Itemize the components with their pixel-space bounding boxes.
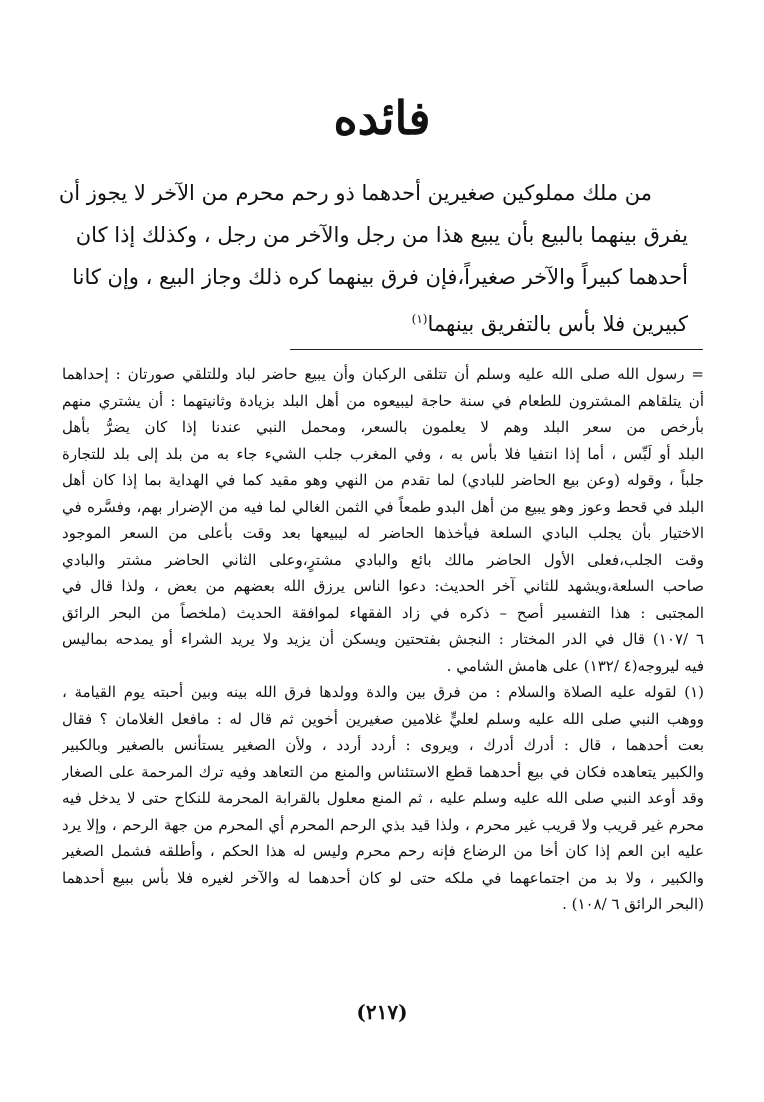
footnote-line: محرم غير قريب ولا قريب غير محرم ، ولذا قيد بذي الرحم المحرم أي المحرم من جهة الرحم ، وإلا يرد [62, 815, 704, 834]
footnote-line: المجتبى : هذا التفسير أصح – ذكره في زاد الفقهاء لموافقة الحديث (ملخصاً من البحر الرائق [62, 603, 704, 622]
footnote-marker: (١) [411, 312, 428, 326]
footnote-line: فيه ليروجه(٤ /١٣٢) على هامش الشامي . [446, 656, 704, 675]
main-line: أحدهما كبيراً والآخر صغيراً،فإن فرق بينهما كره ذلك وجاز البيع ، وإن كانا [72, 265, 688, 289]
footnote-line: = رسول الله صلى الله عليه وسلم أن تتلقى الركبان وأن يبيع حاضر لباد وللتلقي صورتان : إحداهما [62, 365, 704, 383]
footnote-line: صاحب السلعة،ويشهد للثاني آخر الحديث: دعوا الناس يرزق الله بعضهم من بعض ، ولذا قال في [62, 577, 704, 595]
footnote-line: بعت أحدهما ، قال : أدرك أدرك ، ويروى : أردد أردد ، ولأن الصغير يستأنس بالصغير وبالكبير [62, 736, 704, 754]
footnote-line: الاختيار بأن يجلب البادي السلعة فيأخذها الحاضر له ليبيعها بعد وقت بأعلى من السعر الموجود [62, 524, 704, 542]
page-heading: فائده [333, 91, 431, 145]
footnote-separator [290, 349, 703, 350]
main-line-last [98, 298, 688, 345]
footnote-line: ووهب النبي صلى الله عليه وسلم لعليٍّ غلامين صغيرين أخوين ثم قال له : مافعل الغلامان ؟ فقال [62, 709, 704, 728]
footnote-line: ٦ /١٠٧) قال في الدر المختار : النجش بفتحتين ويسكن أن يزيد ولا يريد الشراء أو يمدحه بماليس [62, 630, 704, 648]
footnote-line: والكبير ، ولا بد من اجتماعهما في ملكه حتى لو كان أحدهما له والآخر لغيره فلا بأس ببيع أحدهما [62, 868, 704, 887]
main-line: يفرق بينهما بالبيع بأن يبيع هذا من رجل والآخر من رجل ، وكذلك إذا كان [75, 223, 688, 247]
footnote-line: وقت الجلب،فعلى الأول الحاضر مالك بائع والبادي مشترٍ،وعلى الثاني الحاضر مشتر والبادي [62, 550, 704, 569]
footnote-line: البلد أو لَبِّس ، أما إذا انتفيا فلا بأس به ، وفي المغرب جلب الشيء جاء به من بلد إلى بلد للتجارة [62, 444, 704, 463]
footnote-line: وقد أوعد النبي صلى الله عليه وسلم عليه ، ثم المنع معلول بالقرابة المحرمة للنكاح حتى لا يدخل فيه [62, 789, 704, 807]
footnote-line: والكبير يتعاهده فكان في بيع أحدهما قطع الاستئناس والمنع من التعاهد وفيه ترك المرحمة على الصغار [62, 762, 704, 781]
page-number: (٢١٧) [356, 1000, 408, 1024]
footnote-line: (١) لقوله عليه الصلاة والسلام : من فرق بين والدة وولدها فرق الله بينه وبين أحبته يوم القيامة ، [62, 683, 704, 701]
main-paragraph [58, 172, 688, 345]
footnote-line: بأرخص من سعر البلد وهم لا يعلمون بالسعر، ومحمل النبي عندنا إذا كان يضرُّ بأهل [62, 418, 704, 436]
main-line: كبيرين فلا بأس بالتفريق بينهما [427, 312, 688, 336]
footnote-line: البلد في قحط وعوز وهو يبيع من أهل البدو طمعاً في الثمن الغالي لما فيه من الإضرار بهم، وفسَّره في [62, 497, 704, 516]
main-line: من ملك مملوكين صغيرين أحدهما ذو رحم محرم من الآخر لا يجوز أن [58, 181, 652, 205]
footnotes [62, 361, 704, 918]
footnote-line: (البحر الرائق ٦ /١٠٨) . [562, 895, 704, 913]
footnote-line: أن يتلقاهم المشترون للطعام في سنة حاجة ليبيعوه من أهل البلد بزيادة وثانيتهما : أن يشتري منهم [62, 391, 704, 410]
footnote-line: عليه ابن العم إذا كان أخا من الرضاع فإنه رحم محرم وليس له هذا الحكم ، وأطلقه فشمل الصغير [62, 842, 704, 860]
footnote-line: جلباً ، وقوله (وعن بيع الحاضر للبادي) لما تقدم من النهي وهو مقيد كما في الهداية بما إذا كان أهل [62, 471, 704, 489]
